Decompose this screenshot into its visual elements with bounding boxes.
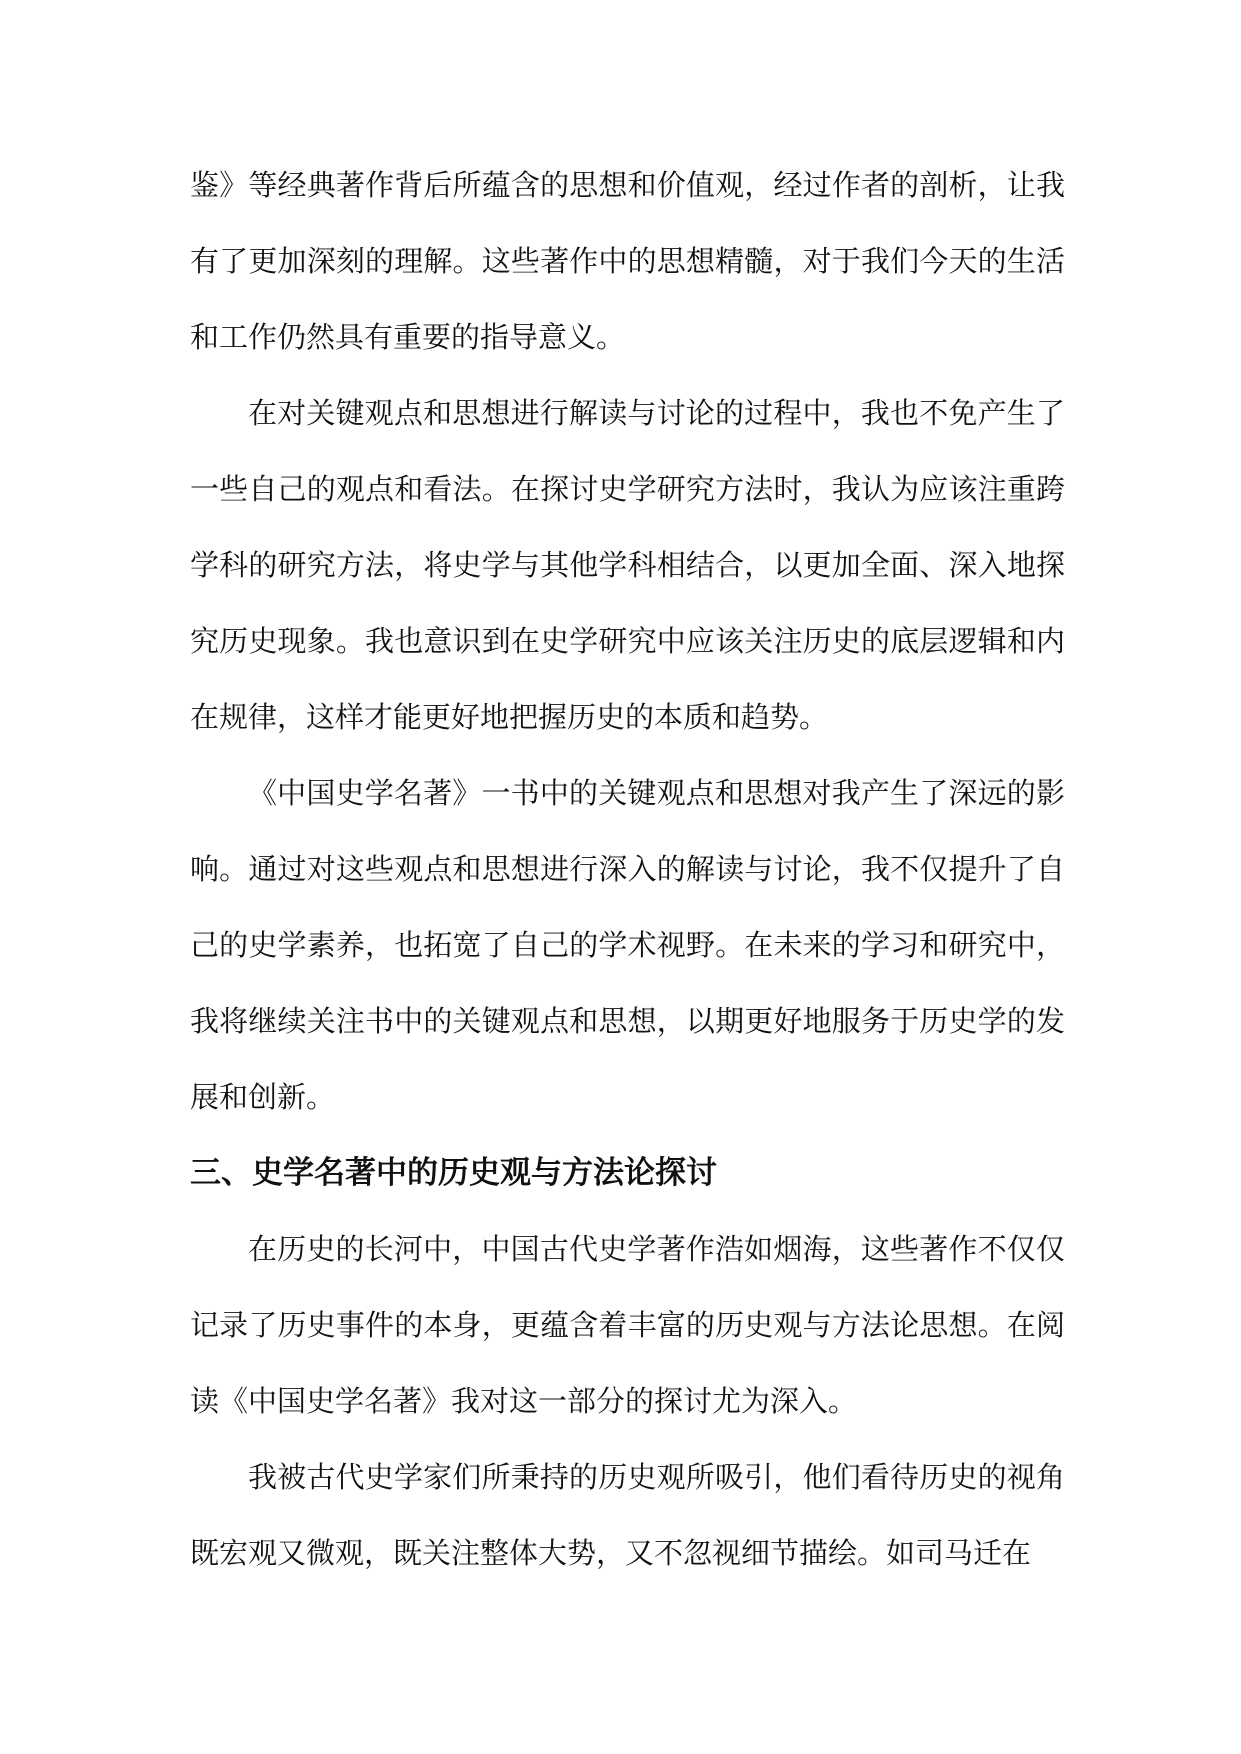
paragraph-continued: 鉴》等经典著作背后所蕴含的思想和价值观，经过作者的剖析，让我有了更加深刻的理解。这些著作中的思想精髓，对于我们今天的生活和工作仍然具有重要的指导意义。: [190, 168, 1065, 354]
paragraph: 我被古代史学家们所秉持的历史观所吸引，他们看待历史的视角既宏观又微观，既关注整体大势，又不忽视细节描绘。如司马迁在: [190, 1460, 1065, 1570]
paragraph: 《中国史学名著》一书中的关键观点和思想对我产生了深远的影响。通过对这些观点和思想进行深入的解读与讨论，我不仅提升了自己的史学素养，也拓宽了自己的学术视野。在未来的学习和研究中，我将继续关注书中的关键观点和思想，以期更好地服务于历史学的发展和创新。: [190, 776, 1065, 1114]
section-heading: 三、史学名著中的历史观与方法论探讨: [190, 1155, 717, 1191]
paragraph: 在对关键观点和思想进行解读与讨论的过程中，我也不免产生了一些自己的观点和看法。在探讨史学研究方法时，我认为应该注重跨学科的研究方法，将史学与其他学科相结合，以更加全面、深入地探究历史现象。我也意识到在史学研究中应该关注历史的底层逻辑和内在规律，这样才能更好地把握历史的本质和趋势。: [190, 396, 1065, 734]
document-body: [190, 147, 1065, 1591]
paragraph: 在历史的长河中，中国古代史学著作浩如烟海，这些著作不仅仅记录了历史事件的本身，更蕴含着丰富的历史观与方法论思想。在阅读《中国史学名著》我对这一部分的探讨尤为深入。: [190, 1232, 1065, 1418]
